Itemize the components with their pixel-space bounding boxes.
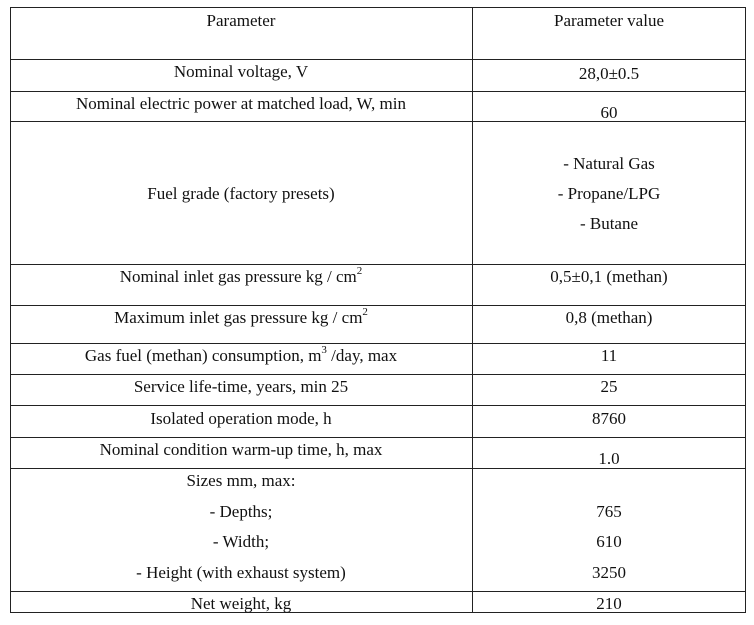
value-maximum-inlet-pressure: 0,8 (methan) [565, 308, 653, 327]
row-divider [11, 59, 745, 60]
value-warm-up-time: 1.0 [598, 449, 620, 468]
specification-table [10, 7, 746, 613]
row-divider [11, 305, 745, 306]
parameter-depths: - Depths; [209, 502, 273, 521]
parameter-nominal-power: Nominal electric power at matched load, W, min [76, 94, 406, 113]
value-width: 610 [596, 532, 622, 551]
header-parameter-value: Parameter value [554, 11, 664, 30]
parameter-gas-consumption: Gas fuel (methan) consumption, $m^3$ /day, max [84, 344, 398, 365]
value-service-life: 25 [600, 377, 618, 396]
parameter-service-life: Service life-time, years, min 25 [133, 377, 349, 396]
row-divider [11, 468, 745, 469]
value-net-weight: 210 [596, 594, 622, 613]
value-fuel-butane: - Butane [579, 214, 639, 233]
parameter-width: - Width; [212, 532, 270, 551]
parameter-fuel-grade: Fuel grade (factory presets) [147, 184, 335, 203]
value-nominal-power: 60 [600, 103, 618, 122]
value-depths: 765 [596, 502, 622, 521]
parameter-height: - Height (with exhaust system) [136, 563, 346, 582]
parameter-isolated-mode: Isolated operation mode, h [150, 409, 332, 428]
value-fuel-propane: - Propane/LPG [557, 184, 661, 203]
parameter-warm-up-time: Nominal condition warm-up time, h, max [99, 440, 383, 459]
value-isolated-mode: 8760 [592, 409, 626, 428]
column-divider [472, 8, 473, 612]
row-divider [11, 91, 745, 92]
parameter-sizes: Sizes mm, max: [186, 471, 296, 490]
parameter-net-weight: Net weight, kg [190, 594, 292, 613]
parameter-nominal-voltage: Nominal voltage, V [173, 62, 309, 81]
row-divider [11, 264, 745, 265]
row-divider [11, 437, 745, 438]
row-divider [11, 343, 745, 344]
value-nominal-voltage: 28,0±0.5 [578, 64, 640, 83]
row-divider [11, 405, 745, 406]
value-fuel-natural-gas: - Natural Gas [563, 154, 655, 173]
row-divider [11, 374, 745, 375]
value-gas-consumption: 11 [600, 346, 618, 365]
parameter-maximum-inlet-pressure: Maximum inlet gas pressure kg / $cm^2$ [114, 306, 368, 327]
value-height: 3250 [592, 563, 626, 582]
row-divider [11, 591, 745, 592]
value-nominal-inlet-pressure: 0,5±0,1 (methan) [550, 267, 668, 286]
row-divider [11, 121, 745, 122]
header-parameter: Parameter [206, 11, 276, 30]
parameter-nominal-inlet-pressure: Nominal inlet gas pressure kg / $cm^2$ [119, 265, 363, 286]
